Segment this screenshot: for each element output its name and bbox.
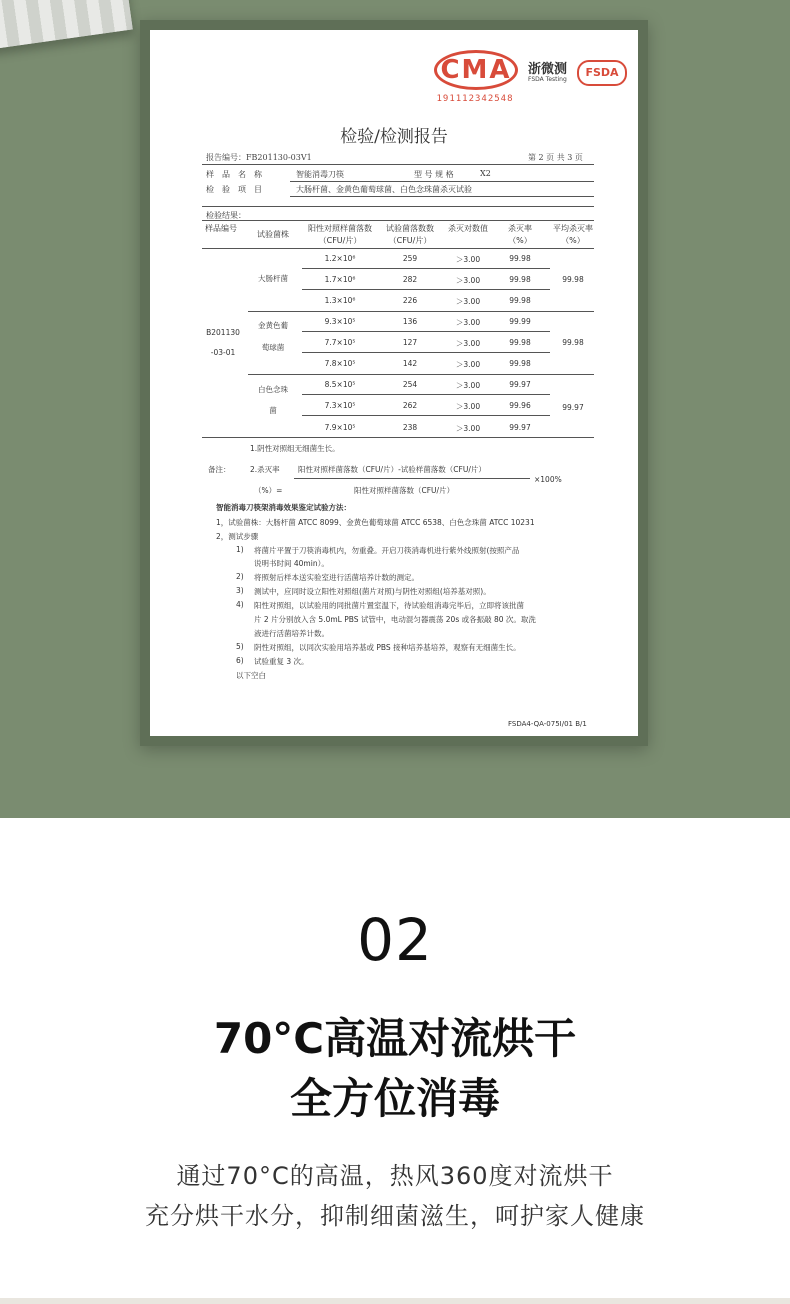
test-count: 262 <box>402 401 418 410</box>
report-title: 检验/检测报告 <box>340 127 448 147</box>
sample-id: B201130 <box>206 328 240 337</box>
step-number: 4) <box>236 600 244 609</box>
step-text: 片 2 片分别放入含 5.0mL PBS 试管中，电动混匀器震荡 20s 或各振敲 80 次。取洗 <box>254 615 536 624</box>
table-top-line <box>202 220 594 221</box>
kill-rate: 99.98 <box>509 359 531 368</box>
kill-rate: 99.98 <box>509 338 531 347</box>
end-text: 以下空白 <box>236 671 266 680</box>
headline-line-1: 70°C高温对流烘干 <box>213 1014 577 1063</box>
formula-pct: （%）= <box>254 486 283 495</box>
log-value: ＞3.00 <box>455 424 481 433</box>
group-line <box>248 374 594 375</box>
step-text: 将菌片平置于刀筷消毒机内，勿重叠。开启刀筷消毒机进行紫外线照射(按照产品 <box>254 546 520 555</box>
col-header-positive: 阳性对照样菌落数（CFU/片） <box>308 224 372 245</box>
group-line <box>248 311 594 312</box>
avg-kill-rate: 99.98 <box>562 275 584 284</box>
header-bottom-line <box>202 248 594 249</box>
kill-rate: 99.99 <box>509 317 531 326</box>
cma-logo: CMA <box>434 50 518 90</box>
positive-count: 9.3×10⁵ <box>324 317 356 326</box>
divider <box>202 206 594 207</box>
divider <box>290 196 594 197</box>
sample-id-suffix: -03-01 <box>210 348 236 357</box>
col-header-log: 杀灭对数值 <box>448 224 488 233</box>
log-value: ＞3.00 <box>455 255 481 264</box>
step-text: 液进行活菌培养计数。 <box>254 629 329 638</box>
kill-rate: 99.96 <box>509 401 531 410</box>
row-line <box>302 352 550 353</box>
test-report-document <box>150 30 638 736</box>
description-line-1: 通过70°C的高温，热风360度对流烘干 <box>176 1162 614 1190</box>
headline-line-2: 全方位消毒 <box>289 1074 500 1123</box>
step-number: 6) <box>236 656 244 665</box>
formula-numerator: 阳性对照样菌落数（CFU/片）-试验样菌落数（CFU/片） <box>298 465 486 474</box>
fsda-testing-label: FSDA Testing <box>528 76 567 83</box>
fsda-logo: FSDA <box>577 60 627 86</box>
step-text: 阳性对照组，以试验用的同批菌片置室温下，待试验组消毒完毕后，立即将该批菌 <box>254 601 524 610</box>
step-number: 1) <box>236 545 244 554</box>
step-number: 5) <box>236 642 244 651</box>
positive-count: 8.5×10⁵ <box>324 380 356 389</box>
test-count: 127 <box>402 338 418 347</box>
positive-count: 7.8×10⁵ <box>324 359 356 368</box>
col-header-test: 试验菌落数数（CFU/片） <box>386 224 434 245</box>
kill-rate: 99.97 <box>509 423 531 432</box>
bottom-divider <box>0 1298 790 1304</box>
avg-kill-rate: 99.97 <box>562 403 584 412</box>
method-steps-title: 2，测试步骤 <box>216 532 259 541</box>
note-negative: 1.阴性对照组无细菌生长。 <box>250 444 340 453</box>
note-label: 备注： <box>208 465 231 474</box>
log-value: ＞3.00 <box>455 339 481 348</box>
positive-count: 1.2×10⁶ <box>324 254 356 263</box>
test-count: 238 <box>402 423 418 432</box>
test-count: 259 <box>402 254 418 263</box>
test-count: 226 <box>402 296 418 305</box>
row-line <box>302 331 550 332</box>
formula-multiplier: ×100% <box>534 475 562 484</box>
log-value: ＞3.00 <box>455 402 481 411</box>
positive-count: 7.9×10⁵ <box>324 423 356 432</box>
row-line <box>302 415 550 416</box>
sample-name-value: 智能消毒刀筷 <box>296 170 344 179</box>
model-label: 型 号 规 格 <box>414 170 454 179</box>
fraction-line <box>294 478 530 479</box>
result-label: 检验结果： <box>206 211 246 220</box>
step-number: 2) <box>236 572 244 581</box>
method-strains: 1，试验菌株：大肠杆菌 ATCC 8099、金黄色葡萄球菌 ATCC 6538、白色念珠菌 ATCC 10231 <box>216 518 535 527</box>
step-text: 将照射后样本送实验室进行活菌培养计数的测定。 <box>254 573 419 582</box>
test-count: 282 <box>402 275 418 284</box>
model-value: X2 <box>480 169 491 178</box>
step-text: 说明书时间 40min）。 <box>254 559 329 568</box>
kill-rate: 99.97 <box>509 380 531 389</box>
step-text: 测试中，应同时设立阳性对照组(菌片对照)与阴性对照组(培养基对照)。 <box>254 587 491 596</box>
divider <box>290 181 594 182</box>
test-item-label: 检 验 项 目 <box>206 185 262 194</box>
table-bottom-line <box>202 437 594 438</box>
strain-name: 白色念珠 <box>258 385 288 394</box>
positive-count: 1.7×10⁶ <box>324 275 356 284</box>
strain-name: 金黄色葡 <box>258 321 288 330</box>
test-count: 142 <box>402 359 418 368</box>
log-value: ＞3.00 <box>455 360 481 369</box>
footer-code: FSDA4-QA-075Ⅰ/01 B/1 <box>508 720 587 728</box>
col-header-sample: 样品编号 <box>205 224 237 233</box>
strain-name-cont: 菌 <box>269 406 277 415</box>
formula-denominator: 阳性对照样菌落数（CFU/片） <box>354 486 455 495</box>
positive-count: 1.3×10⁶ <box>324 296 356 305</box>
strain-name: 大肠杆菌 <box>258 274 288 283</box>
test-item-value: 大肠杆菌、金黄色葡萄球菌、白色念珠菌杀灭试验 <box>296 185 472 194</box>
step-text: 阴性对照组，以同次实验用培养基或 PBS 接种培养基培养，观察有无细菌生长。 <box>254 643 521 652</box>
page-number: 第 2 页 共 3 页 <box>528 153 583 162</box>
certification-logos <box>434 48 634 118</box>
log-value: ＞3.00 <box>455 318 481 327</box>
note-formula-label: 2.杀灭率 <box>250 465 280 474</box>
description-line-2: 充分烘干水分，抑制细菌滋生，呵护家人健康 <box>145 1202 645 1230</box>
col-header-rate: 杀灭率（%） <box>508 224 532 245</box>
avg-kill-rate: 99.98 <box>562 338 584 347</box>
kill-rate: 99.98 <box>509 254 531 263</box>
log-value: ＞3.00 <box>455 276 481 285</box>
row-line <box>302 289 550 290</box>
zhe-label: 浙微测 <box>528 62 568 77</box>
row-line <box>302 394 550 395</box>
row-line <box>302 268 550 269</box>
col-header-strain: 试验菌株 <box>257 230 289 239</box>
step-number: 3) <box>236 586 244 595</box>
kill-rate: 99.98 <box>509 296 531 305</box>
report-number: 报告编号：FB201130-03V1 <box>206 153 312 162</box>
method-title: 智能消毒刀筷架消毒效果鉴定试验方法： <box>216 503 351 512</box>
test-count: 136 <box>402 317 418 326</box>
divider <box>202 164 594 165</box>
cma-number: 191112342548 <box>436 94 514 104</box>
positive-count: 7.3×10⁵ <box>324 401 356 410</box>
log-value: ＞3.00 <box>455 381 481 390</box>
checkered-cloth <box>0 0 133 50</box>
strain-name-cont: 萄球菌 <box>261 343 285 352</box>
positive-count: 7.7×10⁵ <box>324 338 356 347</box>
step-text: 试验重复 3 次。 <box>254 657 309 666</box>
kill-rate: 99.98 <box>509 275 531 284</box>
section-number: 02 <box>357 906 433 974</box>
sample-name-label: 样 品 名 称 <box>206 170 262 179</box>
col-header-avg: 平均杀灭率（%） <box>553 224 593 245</box>
test-count: 254 <box>402 380 418 389</box>
log-value: ＞3.00 <box>455 297 481 306</box>
